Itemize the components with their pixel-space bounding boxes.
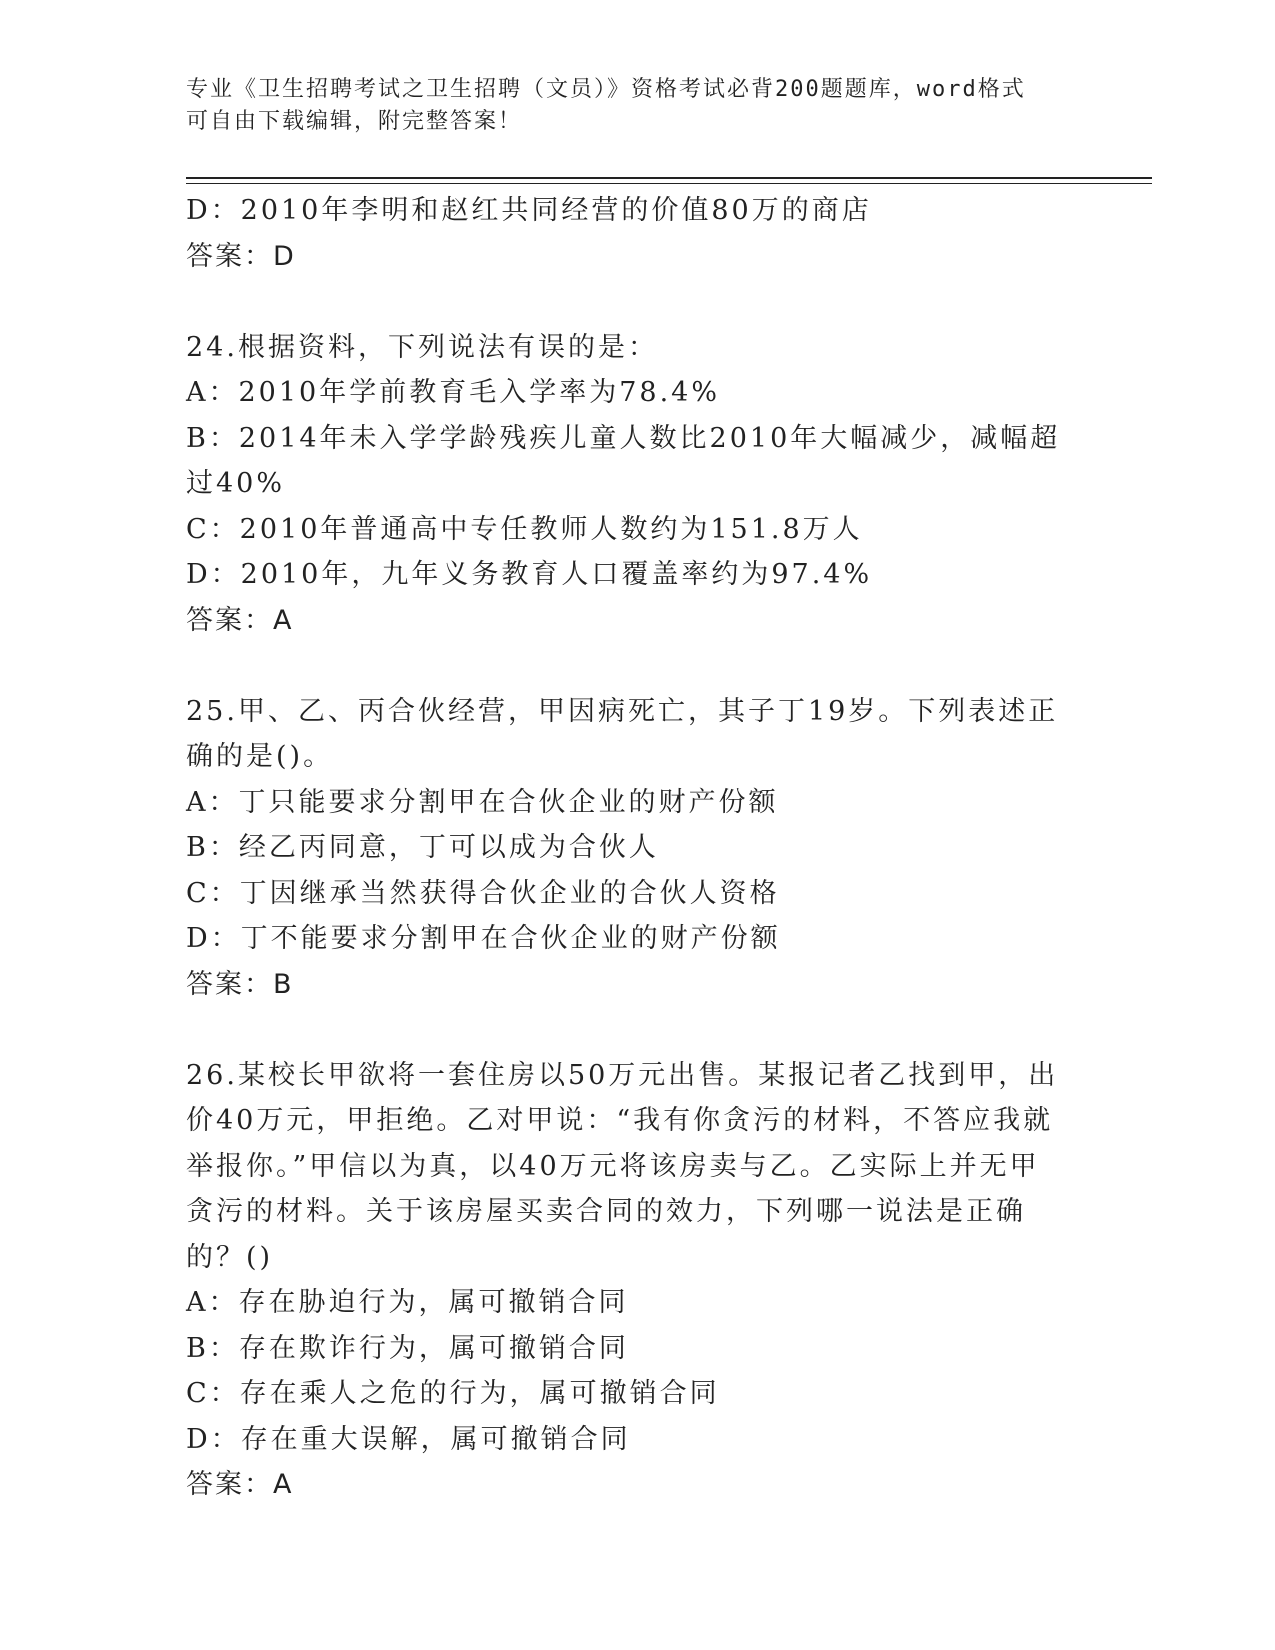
header-line-1: 专业《卫生招聘考试之卫生招聘（文员）》资格考试必背200题题库，word格式 <box>186 77 1026 102</box>
option-d: D：2010年，九年义务教育人口覆盖率约为97.4% <box>186 559 873 590</box>
document-body <box>186 188 1086 1508</box>
option-d: D：存在重大误解，属可撤销合同 <box>186 1423 631 1455</box>
prev-option-d: D：2010年李明和赵红共同经营的价值80万的商店 <box>186 195 872 226</box>
option-b: B：2014年未入学学龄残疾儿童人数比2010年大幅减少，减幅超过40% <box>186 422 1061 499</box>
option-c: C：丁因继承当然获得合伙企业的合伙人资格 <box>186 877 780 909</box>
document-header <box>186 74 1086 138</box>
option-a: A：存在胁迫行为，属可撤销合同 <box>186 1287 629 1318</box>
spacer <box>186 279 1086 325</box>
option-a: A：2010年学前教育毛入学率为78.4% <box>186 377 720 408</box>
header-rule-thin <box>186 183 1152 184</box>
header-line-2: 可自由下载编辑，附完整答案！ <box>186 109 523 134</box>
question-stem: 24.根据资料，下列说法有误的是： <box>186 331 658 363</box>
answer: 答案：A <box>186 604 294 636</box>
answer: 答案：A <box>186 1469 294 1500</box>
option-b: B：存在欺诈行为，属可撤销合同 <box>186 1332 629 1364</box>
prev-answer: 答案：D <box>186 240 296 272</box>
header-rule-thick <box>186 177 1152 179</box>
question-24 <box>186 325 1086 644</box>
option-a: A：丁只能要求分割甲在合伙企业的财产份额 <box>186 786 779 818</box>
option-c: C：存在乘人之危的行为，属可撤销合同 <box>186 1378 720 1409</box>
question-stem: 25.甲、乙、丙合伙经营，甲因病死亡，其子丁19岁。下列表述正确的是()。 <box>186 695 1059 772</box>
spacer <box>186 1007 1086 1053</box>
question-25 <box>186 689 1086 1008</box>
question-stem: 26.某校长甲欲将一套住房以50万元出售。某报记者乙找到甲，出价40万元，甲拒绝。乙对甲说：“我有你贪污的材料，不答应我就举报你。”甲信以为真，以40万元将该房卖与乙。乙实际上并无甲贪污的材料。关于该房屋买卖合同的效力，下列哪一说法是正确的？() <box>186 1059 1059 1273</box>
prev-question-tail <box>186 188 1086 279</box>
option-d: D：丁不能要求分割甲在合伙企业的财产份额 <box>186 923 781 954</box>
answer: 答案：B <box>186 968 294 1000</box>
spacer <box>186 643 1086 689</box>
option-b: B：经乙丙同意，丁可以成为合伙人 <box>186 832 659 863</box>
option-c: C：2010年普通高中专任教师人数约为151.8万人 <box>186 513 863 545</box>
question-26 <box>186 1053 1086 1508</box>
